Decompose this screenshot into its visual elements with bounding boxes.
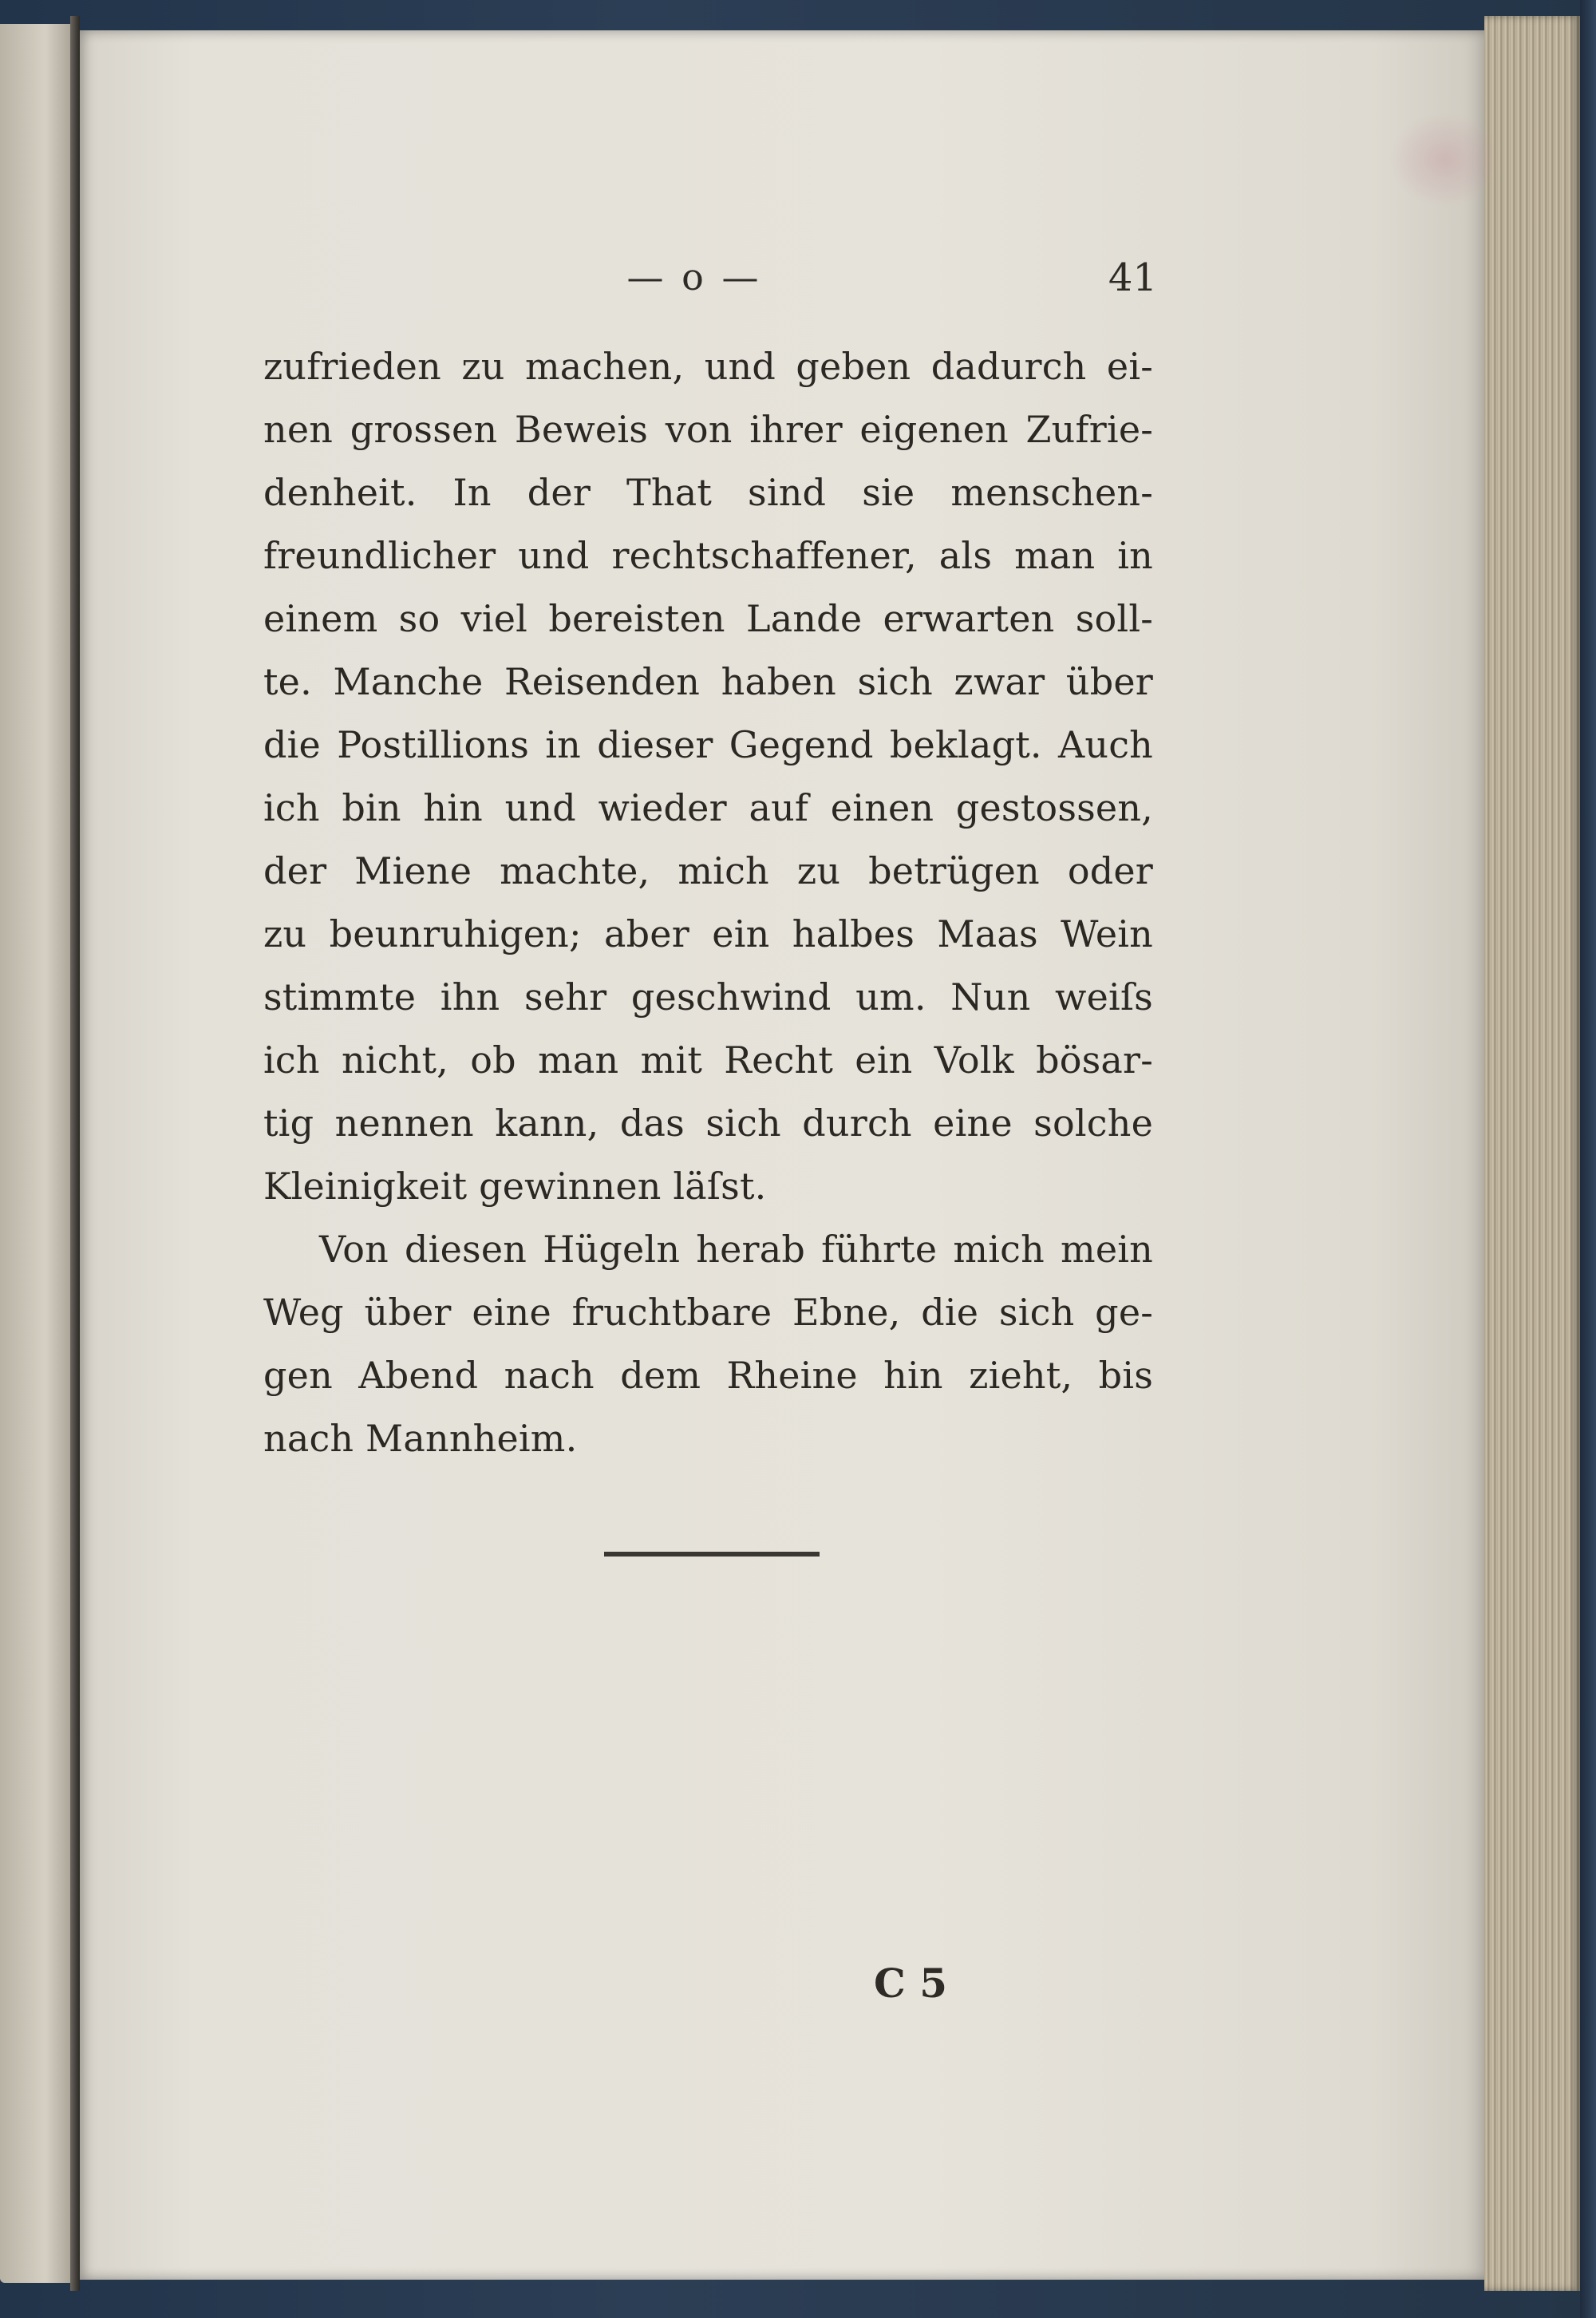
text-line: Kleinigkeit gewinnen läſst. bbox=[263, 1165, 767, 1208]
text-line: te. Manche Reisenden haben sich zwar über bbox=[263, 660, 1153, 703]
text-line: Von diesen Hügeln herab führte mich mein bbox=[319, 1228, 1153, 1271]
book-gutter bbox=[70, 16, 80, 2291]
text-line: zu beunruhigen; aber ein halbes Maas Wein bbox=[263, 912, 1153, 955]
text-line: einem so viel bereisten Lande erwarten soll- bbox=[263, 597, 1153, 640]
header-ornament: — o — bbox=[626, 255, 762, 299]
text-line: nach Mannheim. bbox=[263, 1417, 578, 1460]
text-line: ich nicht, ob man mit Recht ein Volk bösar- bbox=[263, 1038, 1153, 1082]
text-line: nen grossen Beweis von ihrer eigenen Zufrie- bbox=[263, 408, 1153, 451]
section-rule bbox=[604, 1552, 820, 1557]
page-edges bbox=[1484, 16, 1580, 2291]
text-line: freundlicher und rechtschaffener, als man in bbox=[263, 534, 1153, 577]
text-line: die Postillions in dieser Gegend beklagt. Auch bbox=[263, 723, 1153, 766]
book-spine bbox=[1580, 0, 1596, 2318]
text-line: gen Abend nach dem Rheine hin zieht, bis bbox=[263, 1354, 1153, 1397]
page-number: 41 bbox=[1108, 255, 1157, 300]
text-line: denheit. In der That sind sie menschen- bbox=[263, 471, 1153, 514]
left-page-edge bbox=[0, 24, 76, 2283]
printer-signature: C 5 bbox=[874, 1960, 947, 2007]
paper-stain bbox=[1389, 112, 1500, 208]
text-line: zufrieden zu machen, und geben dadurch ei- bbox=[263, 345, 1153, 388]
body-text bbox=[263, 335, 1153, 1470]
text-line: Weg über eine fruchtbare Ebne, die sich ge- bbox=[263, 1291, 1153, 1334]
text-line: der Miene machte, mich zu betrügen oder bbox=[263, 849, 1153, 892]
text-line: ich bin hin und wieder auf einen gestossen, bbox=[263, 786, 1153, 829]
text-line: tig nennen kann, das sich durch eine solche bbox=[263, 1102, 1153, 1145]
text-line: stimmte ihn sehr geschwind um. Nun weiſs bbox=[263, 975, 1153, 1019]
